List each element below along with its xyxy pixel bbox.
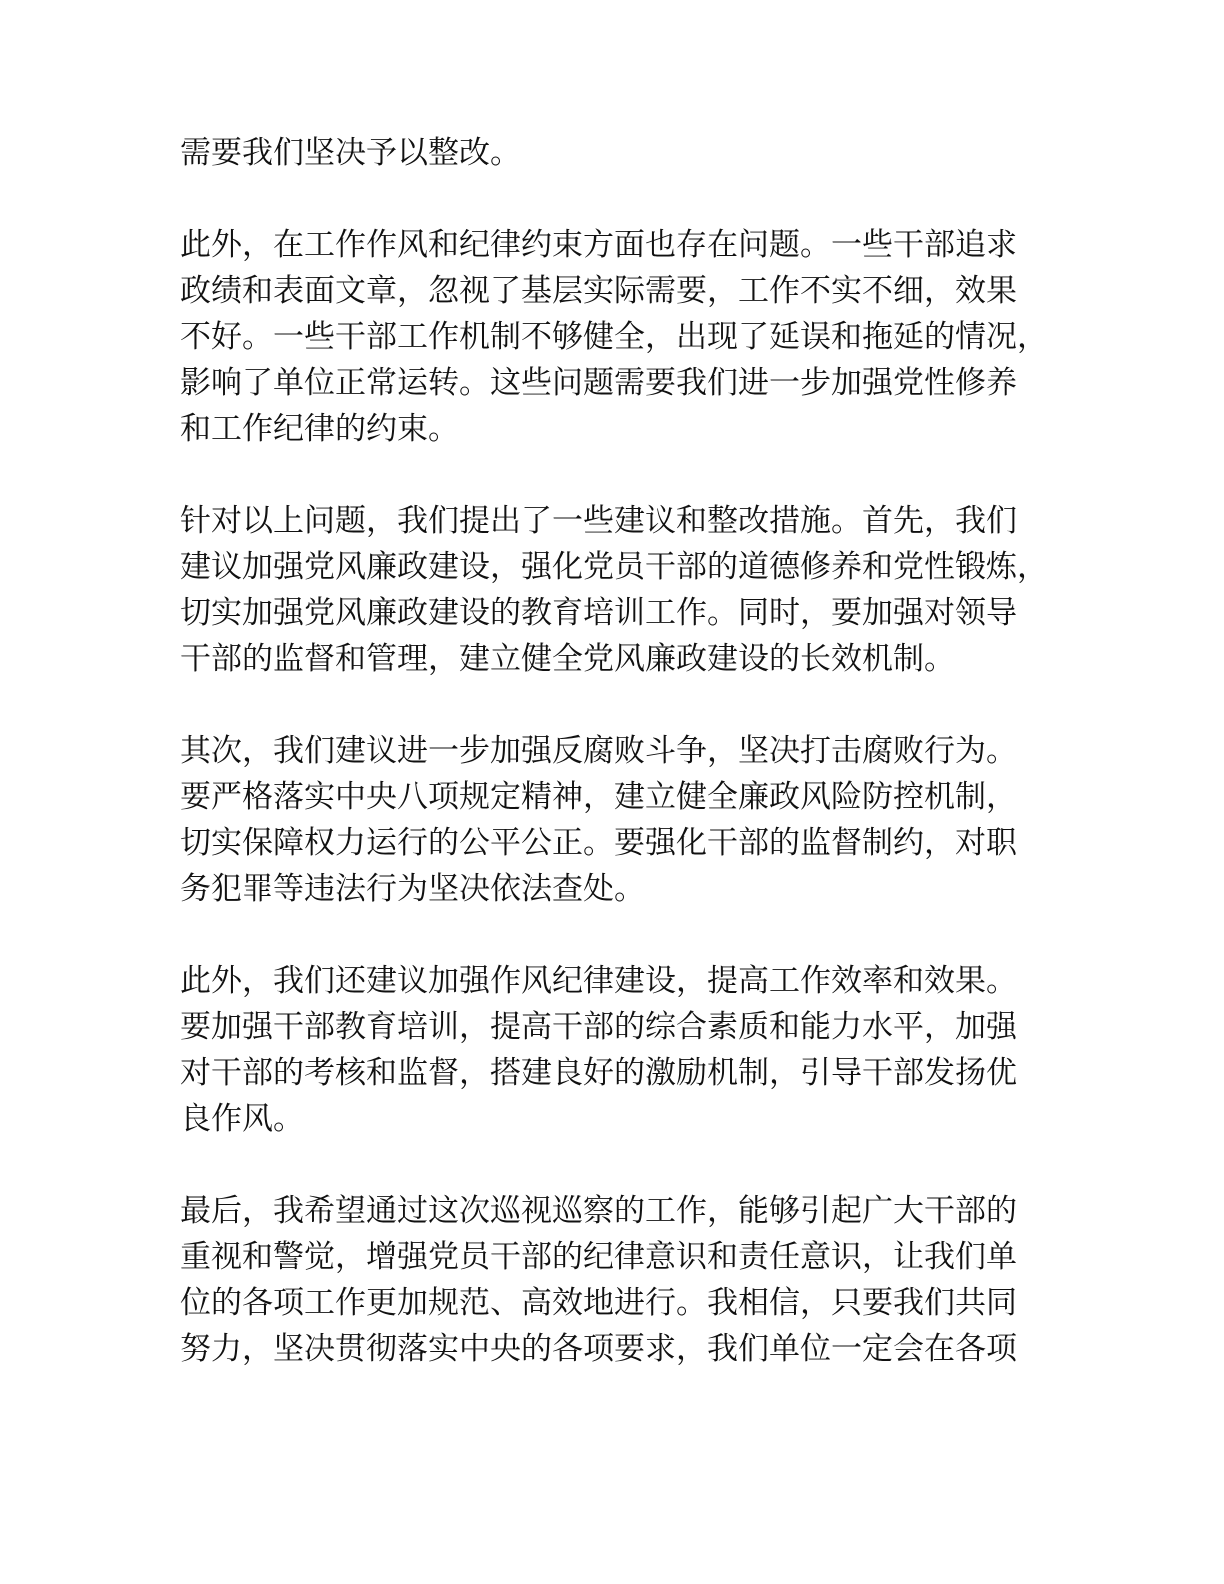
paragraph-6 [180,1188,1050,1372]
paragraph-2 [180,222,1050,452]
paragraph-line: 需要我们坚决予以整改。 [180,135,521,171]
paragraph-line: 建议加强党风廉政建设，强化党员干部的道德修养和党性锻炼， [180,549,1048,585]
paragraph-line: 切实加强党风廉政建设的教育培训工作。同时，要加强对领导 [180,595,1017,631]
paragraph-line: 对干部的考核和监督，搭建良好的激励机制，引导干部发扬优 [180,1055,1017,1091]
paragraph-line: 最后，我希望通过这次巡视巡察的工作，能够引起广大干部的 [180,1193,1017,1229]
paragraph-line: 努力，坚决贯彻落实中央的各项要求，我们单位一定会在各项 [180,1331,1017,1367]
paragraph-line: 针对以上问题，我们提出了一些建议和整改措施。首先，我们 [180,503,1017,539]
paragraph-4 [180,728,1050,912]
paragraph-line: 干部的监督和管理，建立健全党风廉政建设的长效机制。 [180,641,955,677]
paragraph-line: 其次，我们建议进一步加强反腐败斗争，坚决打击腐败行为。 [180,733,1017,769]
paragraph-line: 重视和警觉，增强党员干部的纪律意识和责任意识，让我们单 [180,1239,1017,1275]
document-body [180,130,1050,1418]
paragraph-line: 要加强干部教育培训，提高干部的综合素质和能力水平，加强 [180,1009,1017,1045]
paragraph-line: 影响了单位正常运转。这些问题需要我们进一步加强党性修养 [180,365,1017,401]
paragraph-line: 和工作纪律的约束。 [180,411,459,447]
paragraph-line: 良作风。 [180,1101,304,1137]
paragraph-line: 位的各项工作更加规范、高效地进行。我相信，只要我们共同 [180,1285,1017,1321]
paragraph-5 [180,958,1050,1142]
paragraph-line: 务犯罪等违法行为坚决依法查处。 [180,871,645,907]
paragraph-line: 此外，在工作作风和纪律约束方面也存在问题。一些干部追求 [180,227,1017,263]
paragraph-line: 此外，我们还建议加强作风纪律建设，提高工作效率和效果。 [180,963,1017,999]
paragraph-line: 切实保障权力运行的公平公正。要强化干部的监督制约，对职 [180,825,1017,861]
paragraph-line: 不好。一些干部工作机制不够健全，出现了延误和拖延的情况， [180,319,1048,355]
paragraph-1 [180,130,1050,176]
paragraph-3 [180,498,1050,682]
paragraph-line: 要严格落实中央八项规定精神，建立健全廉政风险防控机制， [180,779,1017,815]
paragraph-line: 政绩和表面文章，忽视了基层实际需要，工作不实不细，效果 [180,273,1017,309]
